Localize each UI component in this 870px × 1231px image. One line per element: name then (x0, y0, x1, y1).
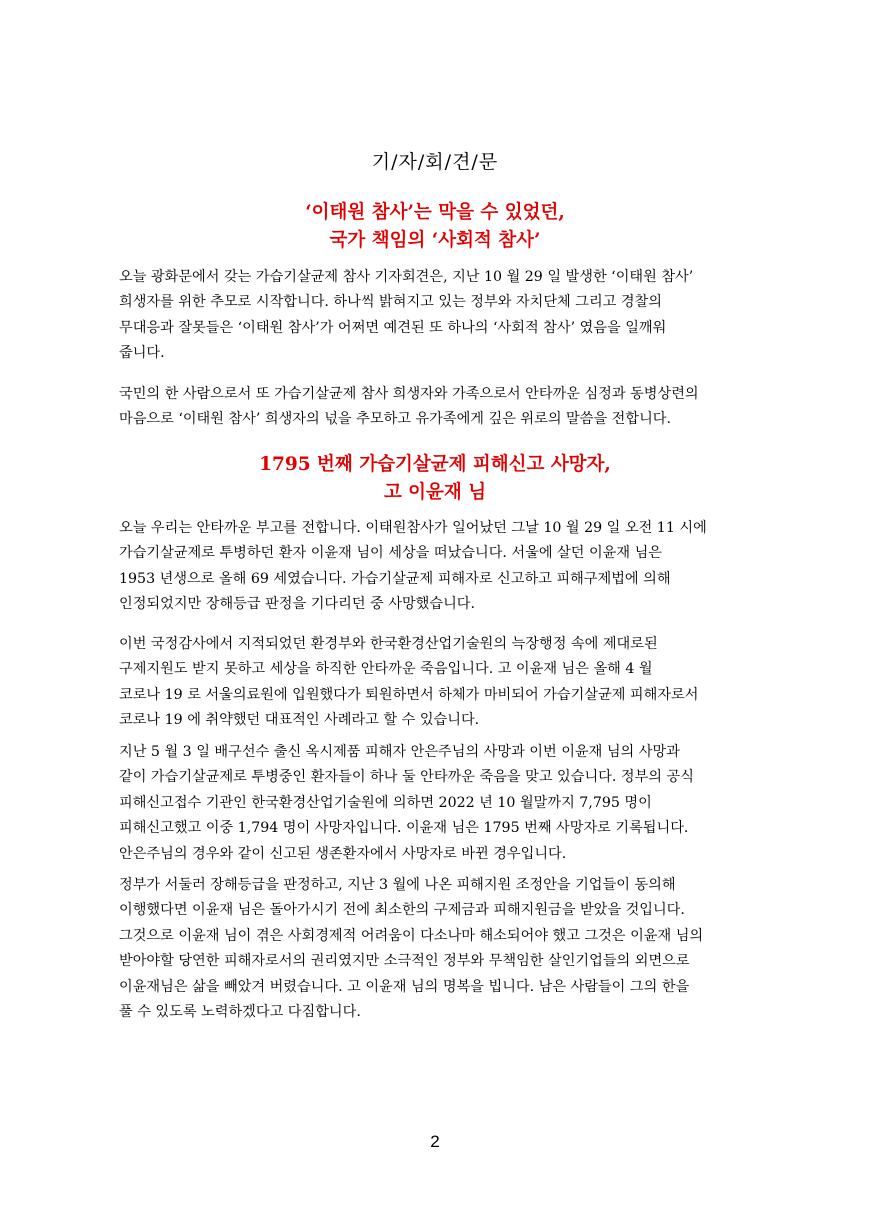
text-line: 마음으로 ‘이태원 참사’ 희생자의 넋을 추모하고 유가족에게 깊은 위로의 말씀을 전합니다. (119, 411, 672, 428)
text-line: 오늘 우리는 안타까운 부고를 전합니다. 이태원참사가 일어났던 그날 10 월 29 일 오전 11 시에 (119, 520, 707, 536)
text-line: 이윤재님은 삶을 빼았겨 버렸습니다. 고 이윤재 님의 명복을 빕니다. 남은 사람들이 그의 한을 (119, 978, 690, 995)
heading-line: 국가 책임의 ‘사회적 참사’ (329, 230, 541, 251)
text-line: 지난 5 월 3 일 배구선수 출신 옥시제품 피해자 안은주님의 사망과 이번 이윤재 님의 사망과 (119, 744, 680, 760)
text-line: 인정되었지만 장해등급 판정을 기다리던 중 사망했습니다. (119, 596, 475, 613)
text-line: 1953 년생으로 올해 69 세였습니다. 가습기살균제 피해자로 신고하고 피해구제법에 의해 (119, 570, 671, 587)
paragraph-statistics (119, 740, 759, 867)
text-line: 가습기살균제로 투병하던 환자 이윤재 님이 세상을 떠났습니다. 서울에 살던 이윤재 님은 (119, 545, 662, 562)
text-line: 받아야할 당연한 피해자로서의 권리였지만 소극적인 정부와 무책임한 살인기업들의 외면으로 (119, 953, 690, 970)
text-line: 정부가 서둘러 장해등급을 판정하고, 지난 3 월에 나온 피해지원 조정안을 기업들이 동의해 (119, 877, 676, 893)
text-line: 오늘 광화문에서 갖는 가습기살균제 참사 기자회견은, 지난 10 월 29 일 발생한 ‘이태원 참사’ (119, 269, 694, 285)
text-line: 안은주님의 경우와 같이 신고된 생존환자에서 사망자로 바뀐 경우입니다. (119, 845, 567, 862)
heading-line: ‘이태원 참사’는 막을 수 있었던, (305, 202, 565, 223)
page-number: 2 (430, 1132, 440, 1151)
text-line: 무대응과 잘못들은 ‘이태원 참사’가 어쩌면 예견된 또 하나의 ‘사회적 참사’ 였음을 일깨워 (119, 319, 667, 336)
text-line: 구제지원도 받지 못하고 세상을 하직한 안타까운 죽음입니다. 고 이윤재 님은 올해 4 월 (119, 661, 653, 678)
paragraph-condolence (119, 382, 759, 433)
text-line: 같이 가습기살균제로 투병중인 환자들이 하나 둘 안타까운 죽음을 맞고 있습니다. 정부의 공식 (119, 769, 694, 786)
paragraph-audit (119, 632, 759, 734)
section-heading-1 (0, 199, 870, 255)
text-line: 국민의 한 사람으로서 또 가습기살균제 참사 희생자와 가족으로서 안타까운 심정과 동병상련의 (119, 386, 699, 402)
text-line: 그것으로 이윤재 님이 겪은 사회경제적 어려움이 다소나마 해소되어야 했고 그것은 이윤재 님의 (119, 927, 704, 944)
text-line: 이번 국정감사에서 지적되었던 환경부와 한국환경산업기술원의 늑장행정 속에 제대로된 (119, 636, 658, 652)
text-line: 코로나 19 에 취약했던 대표적인 사례라고 할 수 있습니다. (119, 712, 480, 729)
text-line: 희생자를 위한 추모로 시작합니다. 하나씩 밝혀지고 있는 정부와 자치단체 그리고 경찰의 (119, 294, 662, 311)
document-title: 기/자/회/견/문 (371, 151, 499, 173)
paragraph-memorial (119, 265, 759, 367)
text-line: 피해신고접수 기관인 한국환경산업기술원에 의하면 2022 년 10 월말까지 7,795 명이 (119, 794, 652, 811)
text-line: 줍니다. (119, 345, 165, 362)
text-line: 피해신고했고 이중 1,794 명이 사망자입니다. 이윤재 님은 1795 번째 사망자로 기록됩니다. (119, 820, 689, 837)
section-heading-2 (0, 451, 870, 507)
heading-line: 고 이윤재 님 (383, 482, 487, 503)
text-line: 이행했다면 이윤재 님은 돌아가시기 전에 최소한의 구제금과 피해지원금을 받았을 것입니다. (119, 902, 685, 919)
heading-line: 1795 번째 가습기살균제 피해신고 사망자, (259, 454, 611, 475)
paragraph-obituary (119, 516, 759, 618)
text-line: 풀 수 있도록 노력하겠다고 다짐합니다. (119, 1004, 361, 1021)
paragraph-closing (119, 873, 759, 1025)
text-line: 코로나 19 로 서울의료원에 입원했다가 퇴원하면서 하체가 마비되어 가습기살균제 피해자로서 (119, 686, 699, 703)
